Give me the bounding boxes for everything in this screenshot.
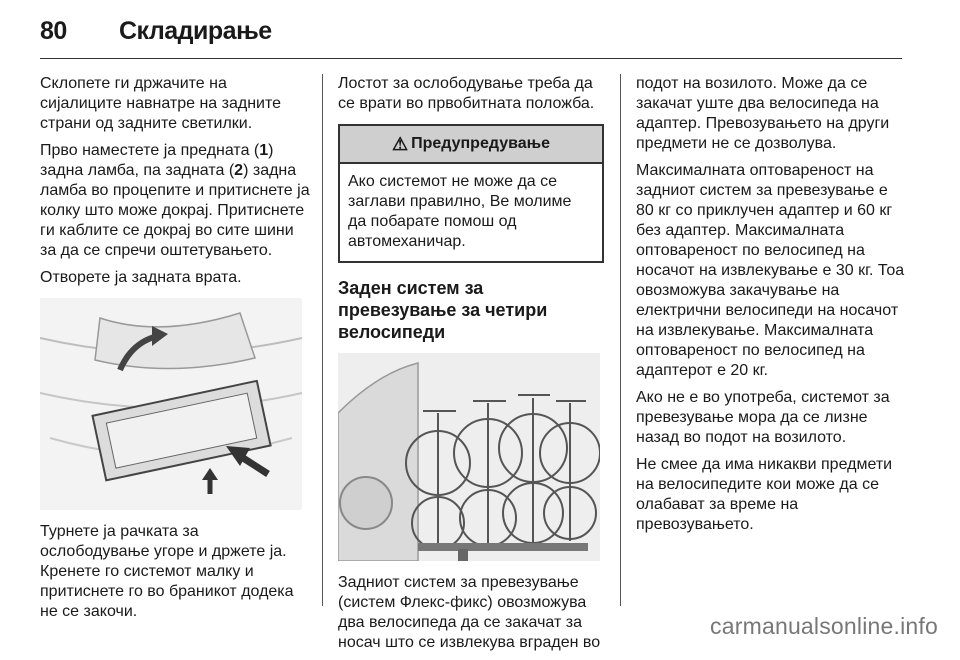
column-2 bbox=[338, 74, 604, 660]
page-number: 80 bbox=[40, 17, 67, 45]
watermark: carmanualsonline.info bbox=[710, 613, 938, 639]
paragraph-loose-objects: Не смее да има никакви предмети на велосипедите кои може да се олабават за време на превозувањето. bbox=[636, 456, 893, 533]
page-title: Складирање bbox=[119, 17, 272, 45]
column-divider-2 bbox=[620, 74, 621, 606]
column-divider-1 bbox=[322, 74, 323, 606]
paragraph-lever-return: Лостот за ослободување треба да се врати во првобитната положба. bbox=[338, 75, 595, 112]
paragraph-adapter: подот на возилото. Може да се закачат уште два велосипеда на адаптер. Превозувањето на други предмети не се дозволува. bbox=[636, 75, 890, 152]
paragraph-flex-fix-intro: Задниот систем за превезување (систем Флекс-фикс) овозможува два велосипеда да се закачат за носач што се извлекува вграден во bbox=[338, 574, 601, 651]
paragraph-push-release-lever: Турнете ја рачката за ослободување угоре и држете ја. Кренете го системот малку и притиснете го во браникот додека не се закочи. bbox=[40, 523, 294, 620]
warning-box bbox=[338, 124, 604, 263]
warning-header bbox=[340, 126, 602, 164]
paragraph-max-load: Максималната оптовареност на задниот систем за превезување е 80 кг со приклучен адаптер и 60 кг без адаптер. Максималната оптовареност по велосипед на носачот на извлекување е 30 кг. Тоа овозможува закачување на електрични велосипеди на носачот на извлекување. Максималната оптовареност по велосипед на адаптерот е 20 кг. bbox=[636, 162, 905, 379]
paragraph-fold-lamp-holders: Склопете ги држачите на сијалиците навнатре на задните страни од задните светилки. bbox=[40, 75, 282, 132]
figure-bumper-release bbox=[40, 298, 302, 510]
section-heading: Заден систем за превезување за четири велосипеди bbox=[338, 278, 548, 342]
warning-title: Предупредување bbox=[411, 135, 551, 152]
warning-triangle-icon: ⚠ bbox=[391, 134, 409, 154]
paragraph-slide-back: Ако не е во употреба, системот за превезување мора да се лизне назад во подот на возилото. bbox=[636, 389, 890, 446]
figure-bike-carrier bbox=[338, 353, 600, 561]
paragraph-open-tailgate: Отворете ја задната врата. bbox=[40, 269, 242, 286]
column-3 bbox=[636, 74, 908, 542]
warning-body: Ако системот не може да се заглави правилно, Ве молиме да побарате помош од автомеханичар. bbox=[348, 173, 572, 250]
column-1 bbox=[40, 74, 312, 629]
header-divider bbox=[40, 58, 902, 59]
paragraph-insert-lamps: Прво наместете ја предната (1) задна ламба, па задната (2) задна ламба во процепите и притиснете ја колку што може докрај. Притиснете ги каблите се докрај во сите шини за да се спречи оштетувањето. bbox=[40, 142, 310, 259]
